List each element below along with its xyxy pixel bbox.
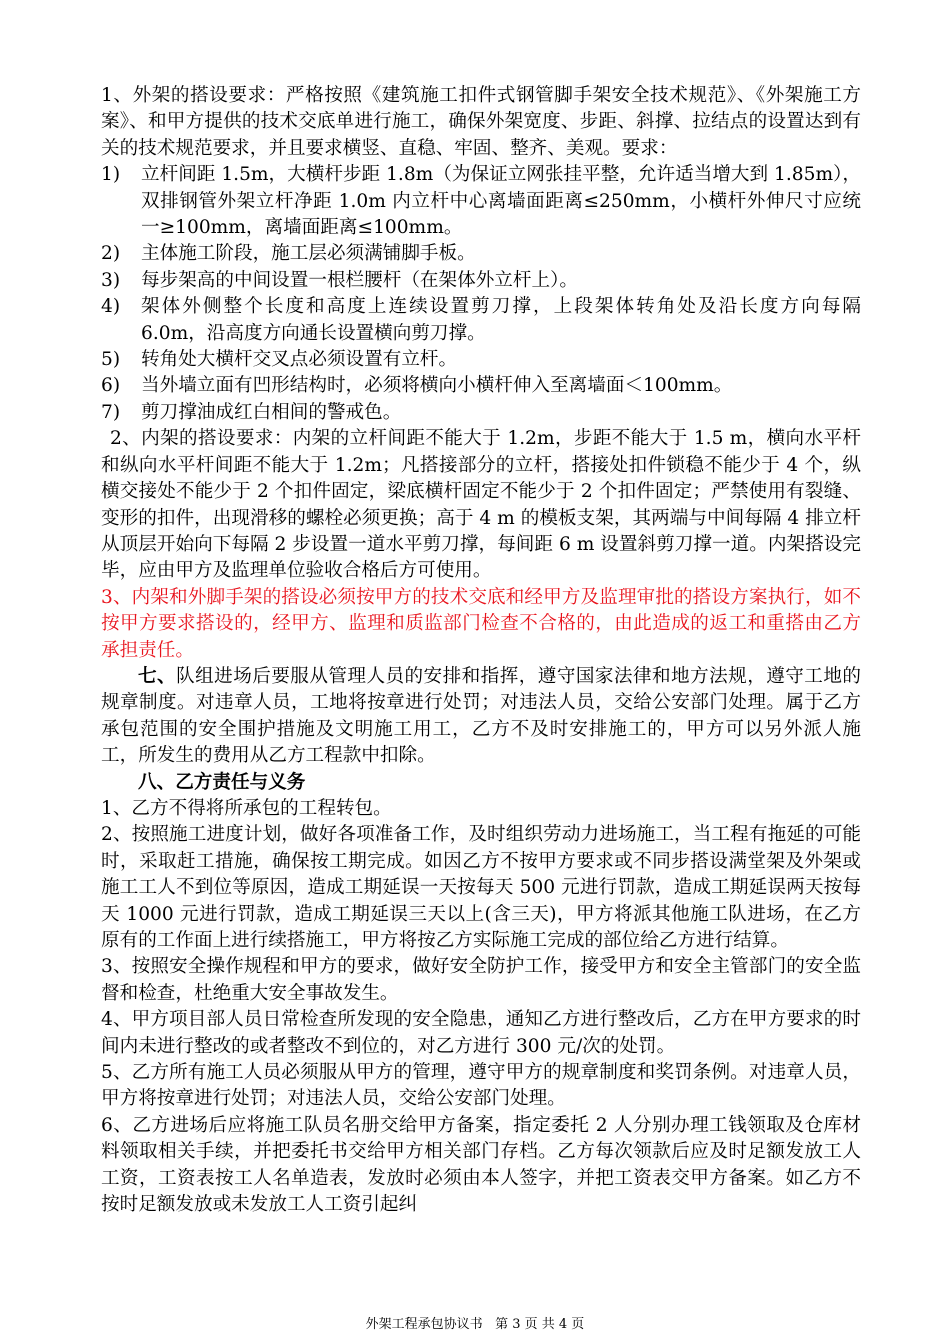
list-item-number: 4) — [101, 296, 121, 318]
section-3-warning-paragraph: 3、内架和外脚手架的搭设必须按甲方的技术交底和经甲方及监理审批的搭设方案执行，如不按甲方要求搭设的，经甲方、监理和质监部门检查不合格的，由此造成的返工和重搭由乙方承担责任。 — [101, 586, 861, 661]
footer-page-number: 第 3 页 共 4 页 — [495, 1317, 585, 1332]
article-7-body: 队组进场后要服从管理人员的安排和指挥，遵守国家法律和地方法规，遵守工地的规章制度。对违章人员，工地将按章进行处罚；对违法人员，交给公安部门处理。属于乙方承包范围的安全围护措施及文明施工用工，乙方不及时安排施工的，甲方可以另外派人施工，所发生的费用从乙方工程款中扣除。 — [101, 665, 861, 767]
list-item — [101, 241, 861, 267]
list-item-text: 架体外侧整个长度和高度上连续设置剪刀撑，上段架体转角处及沿长度方向每隔 6.0m，沿高度方向通长设置横向剪刀撑。 — [141, 296, 861, 344]
list-item-number: 7) — [101, 401, 121, 423]
list-item-text: 主体施工阶段，施工层必须满铺脚手板。 — [141, 243, 476, 265]
list-item-text: 剪刀撑油成红白相间的警戒色。 — [141, 401, 402, 423]
list-item — [101, 162, 861, 241]
article-8-heading: 八、乙方责任与义务 — [138, 771, 306, 793]
duty-4-paragraph: 4、甲方项目部人员日常检查所发现的安全隐患，通知乙方进行整改后，乙方在甲方要求的时间内未进行整改的或者整改不到位的，对乙方进行 300 元/次的处罚。 — [101, 1009, 861, 1057]
footer-document-title: 外架工程承包协议书 — [365, 1317, 483, 1332]
section-2-paragraph: 2、内架的搭设要求：内架的立杆间距不能大于 1.2m，步距不能大于 1.5 m，横向水平杆和纵向水平杆间距不能大于 1.2m；凡搭接部分的立杆，搭接处扣件锁稳不能少于 4 个，纵横交接处不能少于 2 个扣件固定，梁底横杆固定不能少于 2 个扣件固定；严禁使用有裂缝、变形的扣件，出现滑移的螺栓必须更换；高于 4 m 的模板支架，其两端与中间每隔 4 排立杆从顶层开始向下每隔 2 步设置一道水平剪刀撑，每间距 6 m 设置斜剪刀撑一道。内架搭设完毕，应由甲方及监理单位验收合格后方可使用。 — [101, 428, 861, 582]
section-1-intro: 1、外架的搭设要求：严格按照《建筑施工扣件式钢管脚手架安全技术规范》、《外架施工方案》、和甲方提供的技术交底单进行施工，确保外架宽度、步距、斜撑、拉结点的设置达到有关的技术规范要求，并且要求横竖、直稳、牢固、整齐、美观。要求： — [101, 85, 861, 159]
duty-3-paragraph: 3、按照安全操作规程和甲方的要求，做好安全防护工作，接受甲方和安全主管部门的安全监督和检查，杜绝重大安全事故发生。 — [101, 956, 861, 1004]
list-item — [101, 373, 861, 399]
list-item-text: 当外墙立面有凹形结构时，必须将横向小横杆伸入至离墙面＜100mm。 — [141, 375, 733, 397]
list-item-text: 立杆间距 1.5m，大横杆步距 1.8m（为保证立网张挂平整，允许适当增大到 1.85m），双排钢管外架立杆净距 1.0m 内立杆中心离墙面距离≤250mm，小横杆外伸尺寸应统一≥100mm，离墙面距离≤100mm。 — [141, 164, 861, 239]
list-item-number: 5) — [101, 349, 121, 371]
article-7-heading: 七、 — [138, 665, 177, 687]
duty-2-paragraph: 2、按照施工进度计划，做好各项准备工作，及时组织劳动力进场施工，当工程有拖延的可能时，采取赶工措施，确保按工期完成。如因乙方不按甲方要求或不同步搭设满堂架及外架或施工工人不到位等原因，造成工期延误一天按每天 500 元进行罚款，造成工期延误两天按每天 1000 元进行罚款，造成工期延误三天以上(含三天)，甲方将派其他施工队进场，在乙方原有的工作面上进行续搭施工，甲方将按乙方实际施工完成的部位给乙方进行结算。 — [101, 824, 861, 951]
document-body — [101, 83, 861, 1218]
list-item — [101, 294, 861, 347]
duty-5-paragraph: 5、乙方所有施工人员必须服从甲方的管理，遵守甲方的规章制度和奖罚条例。对违章人员，甲方将按章进行处罚；对违法人员，交给公安部门处理。 — [101, 1062, 861, 1110]
list-item-number: 2) — [101, 243, 121, 265]
list-item-number: 1) — [101, 164, 121, 186]
list-item — [101, 268, 861, 294]
list-item-text: 每步架高的中间设置一根栏腰杆（在架体外立杆上）。 — [141, 269, 578, 291]
list-item-number: 3) — [101, 269, 121, 291]
list-item — [101, 347, 861, 373]
list-item-number: 6) — [101, 375, 121, 397]
duty-1-paragraph: 1、乙方不得将所承包的工程转包。 — [101, 797, 392, 819]
list-item — [101, 400, 861, 426]
duty-6-paragraph: 6、乙方进场后应将施工队员名册交给甲方备案，指定委托 2 人分别办理工钱领取及仓库材料领取相关手续，并把委托书交给甲方相关部门存档。乙方每次领款后应及时足额发放工人工资，工资表按工人名单造表，发放时必须由本人签字，并把工资表交甲方备案。如乙方不按时足额发放或未发放工人工资引起纠 — [101, 1114, 861, 1216]
article-7-paragraph — [101, 664, 861, 770]
list-item-text: 转角处大横杆交叉点必须设置有立杆。 — [141, 349, 458, 371]
page-footer — [0, 1313, 950, 1332]
